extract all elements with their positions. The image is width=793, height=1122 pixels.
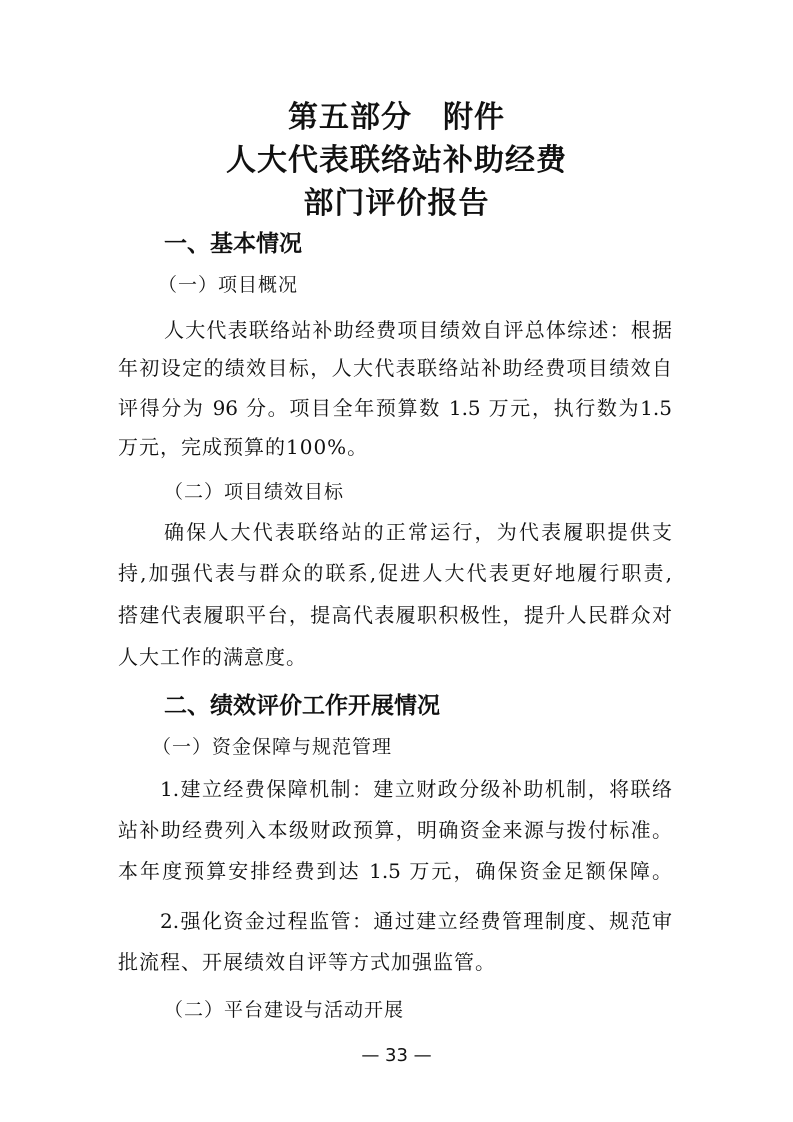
- paragraph-line: 持,加强代表与群众的联系,促进人大代表更好地履行职责,: [118, 561, 672, 585]
- paragraph-line: 评得分为 96 分。项目全年预算数 1.5 万元，执行数为1.5: [118, 396, 672, 420]
- paragraph-line: 年初设定的绩效目标，人大代表联络站补助经费项目绩效自: [118, 356, 672, 380]
- paragraph-line: 人大代表联络站补助经费项目绩效自评总体综述：根据: [164, 318, 672, 342]
- report-title-line-1: 第五部分 附件: [288, 100, 505, 135]
- subsection-heading-project-overview: （一）项目概况: [158, 274, 299, 296]
- page-number: — 33 —: [361, 1045, 432, 1066]
- paragraph-line: 搭建代表履职平台，提高代表履职积极性，提升人民群众对: [118, 603, 672, 627]
- subsection-heading-platform-activities: （二）平台建设与活动开展: [164, 999, 405, 1021]
- paragraph-line: 1.建立经费保障机制：建立财政分级补助机制，将联络: [160, 777, 672, 801]
- paragraph-line: 人大工作的满意度。: [118, 645, 307, 669]
- paragraph-line: 本年度预算安排经费到达 1.5 万元，确保资金足额保障。: [118, 859, 672, 883]
- subsection-heading-performance-goals: （二）项目绩效目标: [164, 481, 345, 503]
- report-title-line-2: 人大代表联络站补助经费: [226, 143, 567, 178]
- section-heading-basic-info: 一、基本情况: [164, 231, 302, 257]
- paragraph-line: 批流程、开展绩效自评等方式加强监管。: [118, 950, 496, 974]
- paragraph-line: 确保人大代表联络站的正常运行，为代表履职提供支: [164, 520, 672, 544]
- paragraph-line: 站补助经费列入本级财政预算，明确资金来源与拨付标准。: [118, 818, 672, 842]
- paragraph-line: 万元，完成预算的100%。: [118, 435, 369, 459]
- paragraph-line: 2.强化资金过程监管：通过建立经费管理制度、规范审: [160, 909, 672, 933]
- section-heading-evaluation-work: 二、绩效评价工作开展情况: [164, 693, 440, 719]
- report-title-line-3: 部门评价报告: [303, 186, 490, 221]
- subsection-heading-fund-management: （一）资金保障与规范管理: [152, 736, 393, 758]
